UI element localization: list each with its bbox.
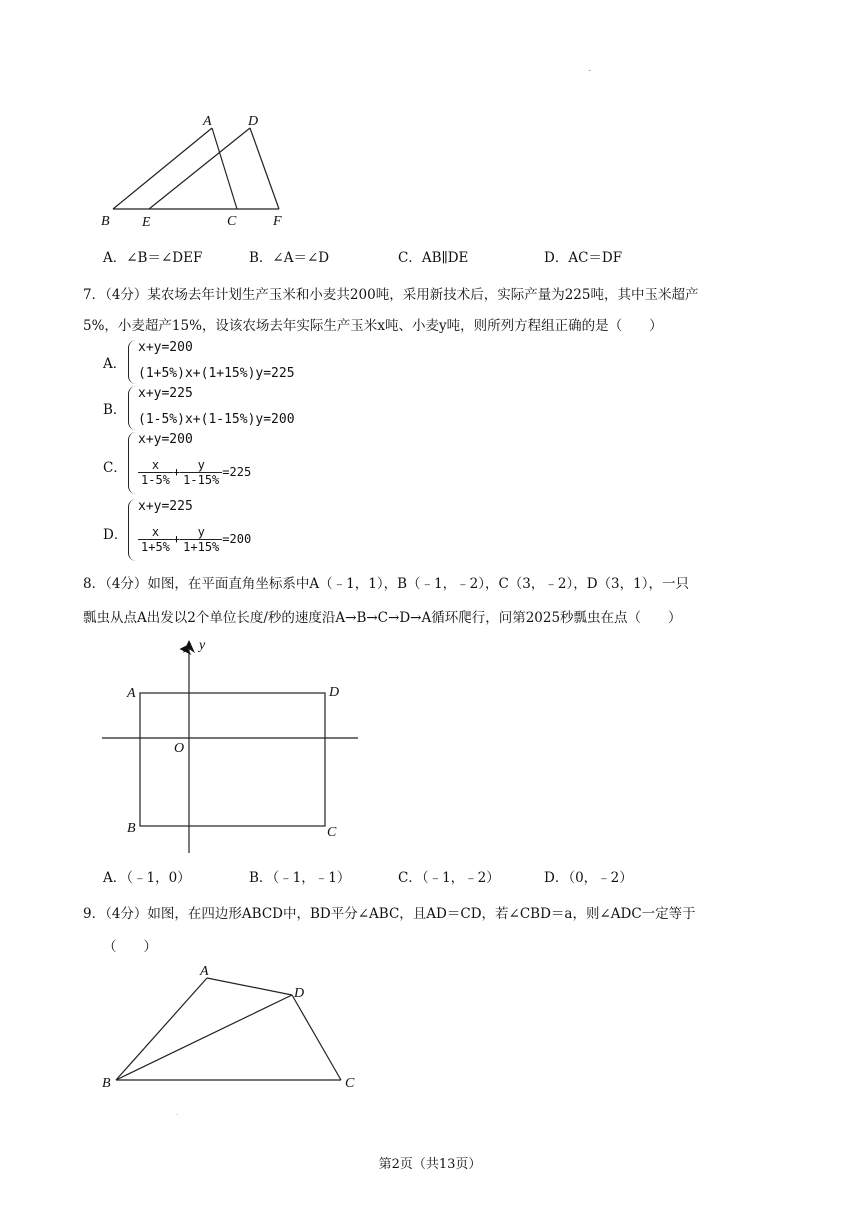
q9-stem-line2: （ ） xyxy=(103,939,157,955)
q6-option-d[interactable]: D．AC＝DF xyxy=(544,250,623,266)
q9-label-a: A xyxy=(200,964,209,979)
q7-b-eq1: x+y=225 xyxy=(138,386,193,401)
q9-stem-line1: 9．（4分）如图，在四边形ABCD中，BD平分∠ABC，且AD＝CD，若∠CBD＝a，则∠ADC一定等于 xyxy=(83,906,696,922)
q6-figure xyxy=(95,108,305,233)
q8-coordinate-figure xyxy=(95,635,370,860)
q7-option-c-label[interactable]: C． xyxy=(103,460,127,476)
q8-option-b[interactable]: B．（﹣1，﹣1） xyxy=(249,870,351,886)
q6-option-b[interactable]: B．∠A＝∠D xyxy=(249,250,330,266)
q8-option-d[interactable]: D．（0，﹣2） xyxy=(544,870,633,886)
q7-option-d-system[interactable] xyxy=(128,499,328,561)
q6-option-a[interactable]: A．∠B＝∠DEF xyxy=(103,250,203,266)
q7-c-eq1: x+y=200 xyxy=(138,432,193,447)
page-footer: 第2页（共13页） xyxy=(378,1157,482,1172)
q7-option-d-label[interactable]: D． xyxy=(103,527,128,543)
q6-option-c[interactable]: C．AB∥DE xyxy=(398,250,469,266)
q7-c-eq2: $\frac{x}{1-5\%}$ + $\frac{y}{1-15\%}$ =225 xyxy=(138,458,251,487)
q8-label-d: D xyxy=(329,685,340,700)
brace-icon xyxy=(128,432,137,494)
q8-stem-line2: 瓢虫从点A出发以2个单位长度/秒的速度沿A→B→C→D→A循环爬行，问第2025秒瓢虫在点（ ） xyxy=(83,610,682,626)
fraction: $\frac{x}{1+5\%}$ xyxy=(138,525,173,554)
q7-d-eq1: x+y=225 xyxy=(138,499,193,514)
q7-option-b-system[interactable] xyxy=(128,386,348,430)
q8-label-o: O xyxy=(174,741,185,756)
q9-quadrilateral-figure xyxy=(95,960,370,1095)
q8-stem-line1: 8．（4分）如图，在平面直角坐标系中A（﹣1，1），B（﹣1，﹣2），C（3，﹣2），D（3，1），一只 xyxy=(83,576,689,592)
brace-icon xyxy=(128,386,137,430)
q8-label-a: A xyxy=(127,686,136,701)
q9-label-d: D xyxy=(294,986,305,1001)
q6-label-d: D xyxy=(248,114,259,129)
q6-label-e: E xyxy=(142,215,151,230)
q9-label-c: C xyxy=(345,1076,355,1091)
q7-b-eq2: (1-5%)x+(1-15%)y=200 xyxy=(138,412,295,427)
q9-label-b: B xyxy=(102,1076,111,1091)
stray-mark: . xyxy=(176,1108,179,1117)
fraction: $\frac{x}{1-5\%}$ xyxy=(138,458,173,487)
q7-option-c-system[interactable] xyxy=(128,432,328,494)
q8-label-c: C xyxy=(327,825,337,840)
q6-label-b: B xyxy=(101,214,110,229)
q8-label-b: B xyxy=(127,821,136,836)
brace-icon xyxy=(128,499,137,561)
stray-mark: - xyxy=(588,66,592,76)
q7-a-eq2: (1+5%)x+(1+15%)y=225 xyxy=(138,366,295,381)
q6-label-f: F xyxy=(273,214,282,229)
brace-icon xyxy=(128,340,137,384)
rectangle-abcd xyxy=(140,693,325,826)
q7-a-eq1: x+y=200 xyxy=(138,340,193,355)
q8-option-a[interactable]: A．（﹣1，0） xyxy=(103,870,191,886)
q7-stem-line2: 5%，小麦超产15%，设该农场去年实际生产玉米x吨、小麦y吨，则所列方程组正确的是（ ） xyxy=(83,318,663,334)
fraction: $\frac{y}{1+15\%}$ xyxy=(180,525,222,554)
q7-stem-line1: 7．（4分）某农场去年计划生产玉米和小麦共200吨，采用新技术后，实际产量为225吨，其中玉米超产 xyxy=(83,287,699,303)
q8-option-c[interactable]: C．（﹣1，﹣2） xyxy=(398,870,500,886)
q7-option-b-label[interactable]: B． xyxy=(103,402,127,418)
q8-label-y: y xyxy=(199,638,206,653)
q7-d-eq2: $\frac{x}{1+5\%}$ + $\frac{y}{1+15\%}$ =200 xyxy=(138,525,251,554)
fraction: $\frac{y}{1-15\%}$ xyxy=(180,458,222,487)
q7-option-a-label[interactable]: A． xyxy=(103,356,127,372)
q7-option-a-system[interactable] xyxy=(128,340,348,384)
q6-label-c: C xyxy=(227,214,237,229)
q6-label-a: A xyxy=(203,114,212,129)
